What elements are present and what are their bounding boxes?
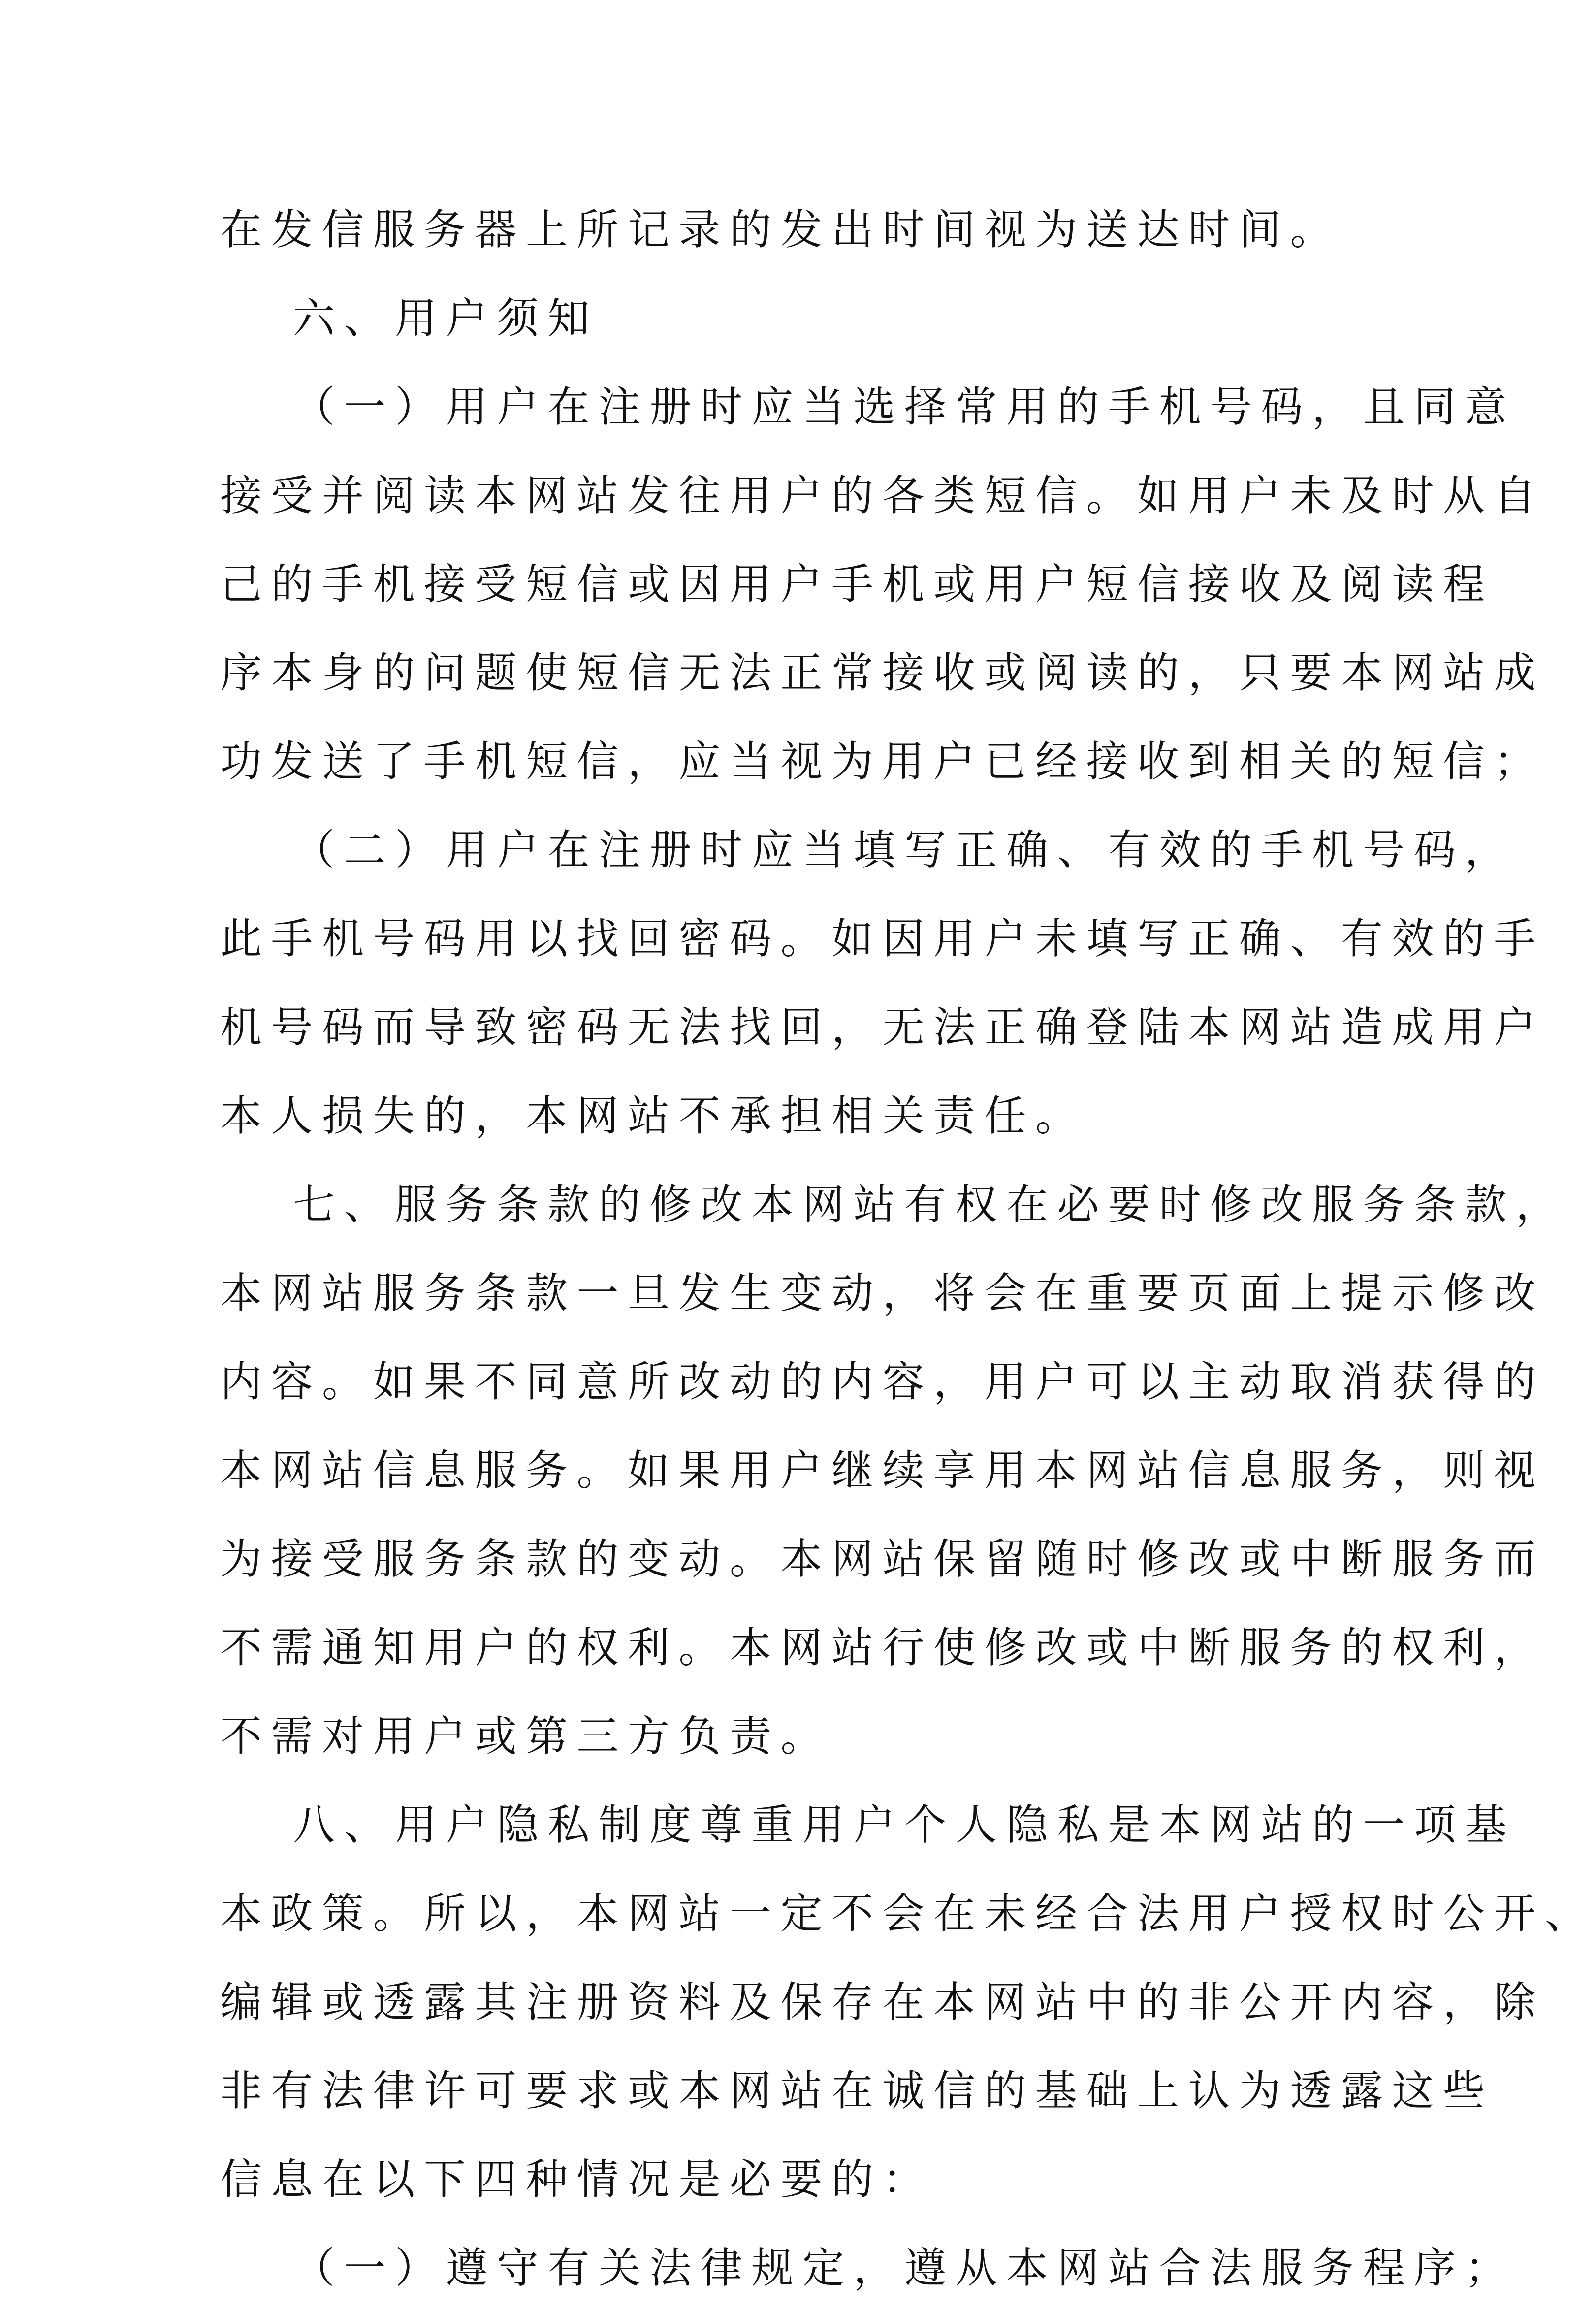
paragraph-line: 为接受服务条款的变动。本网站保留随时修改或中断服务而 (220, 1535, 1545, 1584)
section-heading-terms-modification: 七、服务条款的修改本网站有权在必要时修改服务条款， (293, 1181, 1567, 1229)
paragraph-line: 此手机号码用以找回密码。如因用户未填写正确、有效的手 (220, 915, 1545, 964)
paragraph-line: 接受并阅读本网站发往用户的各类短信。如用户未及时从自 (220, 472, 1545, 520)
paragraph-line: 编辑或透露其注册资料及保存在本网站中的非公开内容，除 (220, 1978, 1545, 2027)
paragraph-line: （一）用户在注册时应当选择常用的手机号码，且同意 (293, 383, 1516, 432)
section-heading-user-notice: 六、用户须知 (293, 294, 599, 343)
paragraph-line: 信息在以下四种情况是必要的： (220, 2155, 934, 2204)
paragraph-line: 不需对用户或第三方负责。 (220, 1712, 832, 1761)
paragraph-line: （一）遵守有关法律规定，遵从本网站合法服务程序； (293, 2244, 1516, 2293)
paragraph-line: 本网站信息服务。如果用户继续享用本网站信息服务，则视 (220, 1446, 1545, 1495)
section-heading-privacy-policy: 八、用户隐私制度尊重用户个人隐私是本网站的一项基 (293, 1801, 1516, 1850)
paragraph-line: 本人损失的，本网站不承担相关责任。 (220, 1092, 1086, 1141)
paragraph-line: 非有法律许可要求或本网站在诚信的基础上认为透露这些 (220, 2067, 1494, 2116)
paragraph-line: 本政策。所以，本网站一定不会在未经合法用户授权时公开、 (220, 1890, 1596, 1938)
paragraph-line: 序本身的问题使短信无法正常接收或阅读的，只要本网站成 (220, 649, 1545, 698)
paragraph-line: 机号码而导致密码无法找回，无法正确登陆本网站造成用户 (220, 1003, 1545, 1052)
paragraph-line: （二）用户在注册时应当填写正确、有效的手机号码， (293, 826, 1516, 875)
paragraph-line: 内容。如果不同意所改动的内容，用户可以主动取消获得的 (220, 1358, 1545, 1407)
document-body (220, 186, 1596, 2313)
paragraph-line: 己的手机接受短信或因用户手机或用户短信接收及阅读程 (220, 560, 1494, 609)
paragraph-line: 功发送了手机短信，应当视为用户已经接收到相关的短信； (220, 738, 1545, 786)
paragraph-line: 在发信服务器上所记录的发出时间视为送达时间。 (220, 206, 1341, 255)
paragraph-line: 不需通知用户的权利。本网站行使修改或中断服务的权利， (220, 1624, 1545, 1672)
paragraph-line: 本网站服务条款一旦发生变动，将会在重要页面上提示修改 (220, 1269, 1545, 1318)
